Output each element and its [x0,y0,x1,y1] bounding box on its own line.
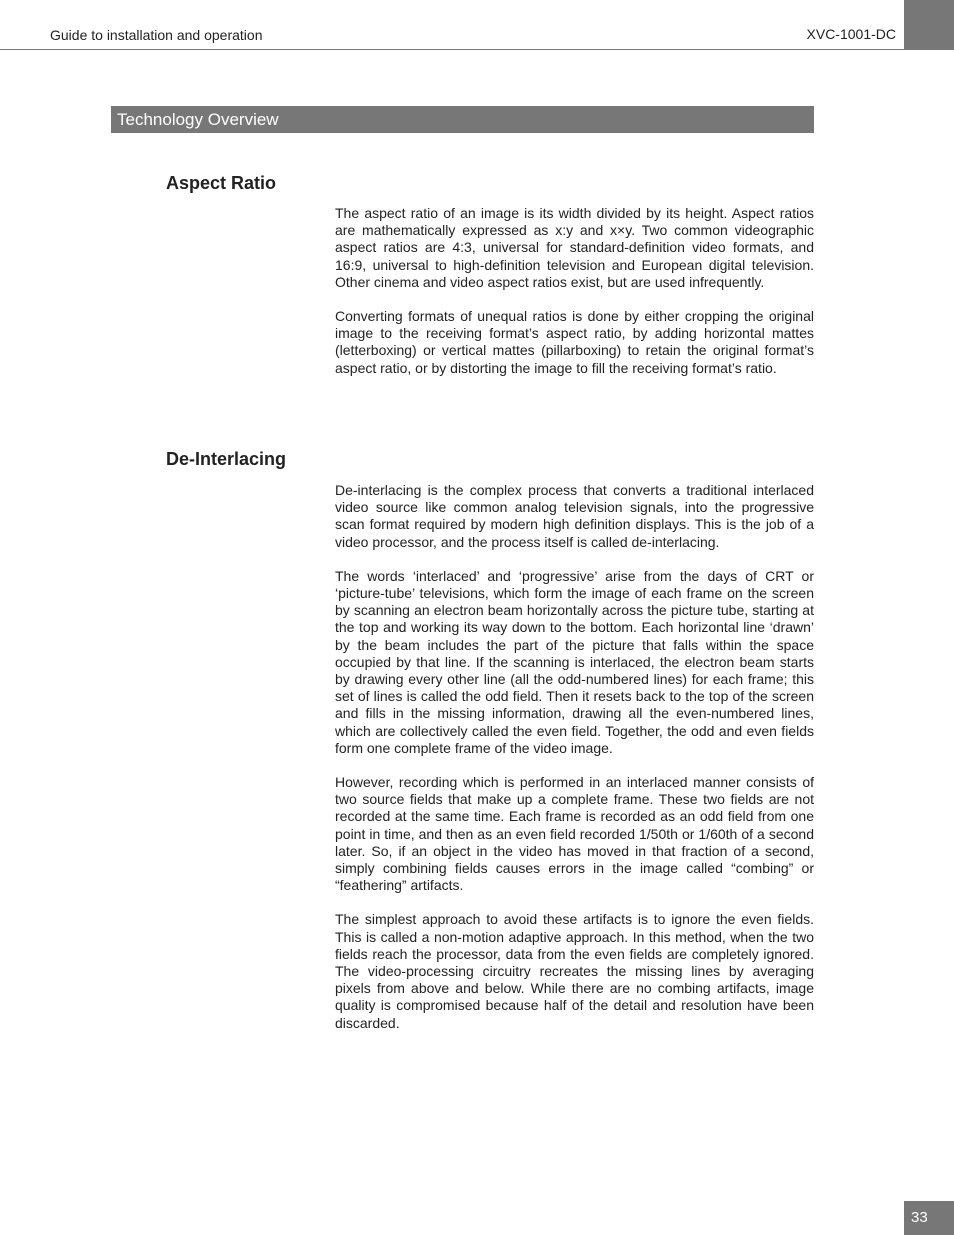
corner-tab [904,0,954,50]
header-model-number: XVC-1001-DC [806,26,896,42]
deinterlacing-paragraph: The simplest approach to avoid these artifacts is to ignore the even fields. This is called a non-motion adaptive approach. In this method, when the two fields reach the processor, data from the even fields are completely ignored. The video-processing circuitry recreates the missing lines by averaging pixels from above and below. While there are no combing artifacts, image quality is compromised because half of the detail and resolution have been discarded. [335,911,814,1031]
page-number-box [904,1201,954,1235]
aspect-ratio-paragraph: Converting formats of unequal ratios is done by either cropping the original image to the receiving format’s aspect ratio, by adding horizontal mattes (letterboxing) or vertical mattes (pillarboxing) to retain the original format’s aspect ratio, or by distorting the image to fill the receiving format’s ratio. [335,308,814,376]
deinterlacing-paragraph: De-interlacing is the complex process that converts a traditional interlaced video source like common analog television signals, into the progressive scan format required by modern high definition displays. This is the job of a video processor, and the process itself is called de-interlacing. [335,482,814,550]
header-guide-title: Guide to installation and operation [50,27,263,43]
deinterlacing-paragraph: However, recording which is performed in an interlaced manner consists of two source fields that make up a complete frame. These two fields are not recorded at the same time. Each frame is recorded as an odd field from one point in time, and then as an even field recorded 1/50th or 1/60th of a second later. So, if an object in the video has moved in that fraction of a second, simply combining fields causes errors in the image called “combing” or “feathering” artifacts. [335,774,814,894]
aspect-ratio-paragraph: The aspect ratio of an image is its width divided by its height. Aspect ratios are mathematically expressed as x:y and x×y. Two common videographic aspect ratios are 4:3, universal for standard-definition video formats, and 16:9, universal to high-definition television and European digital television. Other cinema and video aspect ratios exist, but are used infrequently. [335,205,814,290]
section-title: Technology Overview [117,110,279,129]
aspect-ratio-body [335,205,814,394]
deinterlacing-body [335,482,814,1049]
deinterlacing-paragraph: The words ‘interlaced’ and ‘progressive’ arise from the days of CRT or ‘picture-tube’ televisions, which form the image of each frame on the screen by scanning an electron beam horizontally across the picture tube, starting at the top and working its way down to the bottom. Each horizontal line ‘drawn’ by the beam includes the part of the picture that falls within the space occupied by that line. If the scanning is interlaced, the electron beam starts by drawing every other line (all the odd-numbered lines) for each frame; this set of lines is called the odd field. Then it resets back to the top of the screen and fills in the missing information, drawing all the even-numbered lines, which are collectively called the even field. Together, the odd and even fields form one complete frame of the video image. [335,567,814,756]
header-divider [0,49,904,50]
heading-deinterlacing: De-Interlacing [166,449,287,469]
page-number: 33 [911,1209,928,1226]
heading-aspect-ratio: Aspect Ratio [166,173,277,193]
section-title-bar [111,106,814,133]
